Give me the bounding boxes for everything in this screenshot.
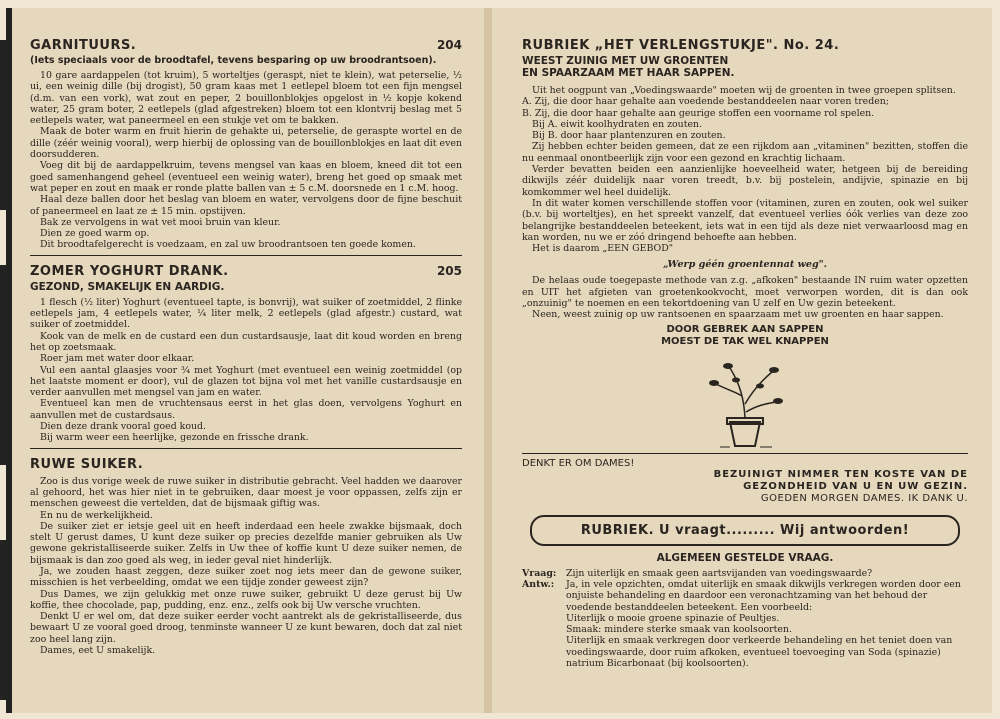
paragraph: 1 flesch (½ liter) Yoghurt (eventueel tapte, is bonvrij), wat suiker of zoetmiddel, 2 flinke eetlepels jam, 4 eetlepels water, ¼ liter melk, 2 eetlepels (glad afgestr.) custard, wat suiker of zoetmiddel. [30,296,462,331]
paragraph: Zoo is dus vorige week de ruwe suiker in distributie gebracht. Veel hadden we daarover al gehoord, het was hier niet in te gebruiken, daar moest je voor oppassen, zelfs zijn er menschen geweest die vertelden, dat de bijsmaak giftig was. [30,475,462,510]
answer-line: Uiterlijk en smaak verkregen door verkeerde behandeling en het teniet doen van voedingswaarde, door ruim afkoken, eventueel toevoeging van Soda (spinazie) natrium Bicarbonaat (bij koolsoorten). [566,635,953,670]
paragraph: In dit water komen verschillende stoffen voor (vitaminen, zuren en zouten, ook wel suiker (b.v. bij worteltjes), en het spreekt vanzelf, dat eventueel verlies óók verlies van deze zoo belangrijke bestanddeelen beteekent, iets wat in een tijd als deze niet verwaarloosd mag en kan worden, nu we er zóó dringend behoefte aan hebben. [522,197,968,243]
section-subtitle: WEEST ZUINIG MET UW GROENTEN [522,55,729,67]
divider [522,453,968,454]
page-fold [484,8,492,713]
paragraph: De helaas oude toegepaste methode van z.g. „afkoken" bestaande IN ruim water opzetten en UIT het afgieten van groetenkookvocht, moet verworpen worden, dit is dan ook „onzuinig" te noemen en een tekortdoening van U zelf en Uw gezin beteekent. [522,275,968,310]
section-subtitle: GEZOND, SMAKELIJK EN AARDIG. [30,280,225,293]
section-205 [30,264,462,444]
list-item: Bij B. door haar plantenzuren en zouten. [532,130,726,142]
section-title: RUBRIEK „HET VERLENGSTUKJE". No. 24. [522,38,840,53]
answer-line: Smaak: mindere sterke smaak van koolsoorten. [566,624,792,636]
paragraph: Roer jam met water door elkaar. [40,353,195,365]
paragraph: Neen, weest zuinig op uw rantsoenen en spaarzaam met uw groenten en haar sappen. [532,309,944,321]
paragraph: Dus Dames, we zijn gelukkig met onze ruwe suiker, gebruikt U deze gerust bij Uw koffie, thee chocolade, pap, pudding, enz. enz., zelfs ook bij Uw versche vruchten. [30,588,462,611]
section-ruwe-suiker [30,457,462,657]
paragraph: En nu de werkelijkheid. [40,509,153,521]
question-text: Zijn uiterlijk en smaak geen aartsvijanden van voedingswaarde? [566,567,873,579]
section-verlengstukje [522,38,968,449]
recipe-number: 205 [436,263,462,278]
paragraph: Uit het oogpunt van „Voedingswaarde" moeten wij de groenten in twee groepen splitsen. [532,85,956,96]
paragraph: Maak de boter warm en fruit hierin de gehakte ui, peterselie, de geraspte wortel en de dille (zéér weinig vooral), werp hierbij de oplossing van de bouillonblokjes en laat dit even doorsudderen. [30,126,462,161]
paragraph: Dit broodtafelgerecht is voedzaam, en zal uw broodrantsoen ten goede komen. [40,239,416,251]
divider [30,448,462,449]
answer-line: Uiterlijk o mooie groene spinazie of Peultjes. [566,612,780,624]
answer-label: Antw.: [522,578,555,590]
paragraph: Ja, we zouden haast zeggen, deze suiker zoet nog iets meer dan de gewone suiker, misschien is het verbeelding, omdat we een tijdje zonder geweest zijn? [30,565,462,589]
section-title: ZOMER YOGHURT DRANK. [30,263,229,279]
paragraph: Bij warm weer een heerlijke, gezonde en frissche drank. [40,432,309,444]
paragraph: Voeg dit bij de aardappelkruim, tevens mengsel van kaas en bloem, kneed dit tot een goed samenhangend geheel (eventueel een weinig water), breng het goed op smaak met wat peper en zout en maak er ronde platte ballen van ± 5 c.M. doorsnede en 1 c.M. hoog. [30,160,462,194]
recipe-number: 204 [436,38,462,52]
paragraph: Haal deze ballen door het beslag van bloem en water, vervolgens door de fijne beschuit of paneermeel en laat ze ± 15 min. opstijven. [30,194,462,217]
paragraph: Bak ze vervolgens in wat vet mooi bruin van kleur. [40,216,281,228]
paragraph: Verder bevatten beiden een aanzienlijke hoeveelheid water, hetgeen bij de bereiding dikwijls zéér duidelijk naar voren treedt, b.v. bij postelein, andijvie, spinazie en bij komkommer wel heel duidelijk. [522,164,968,198]
answer-line: Ja, in vele opzichten, omdat uiterlijk en smaak dikwijls verkregen worden door een onjuiste behandeling en daardoor een veronachtzaming van het behoud der voedende bestanddeelen beteekent. Een voorbeeld: [566,578,961,613]
paragraph: 10 gare aardappelen (tot kruim), 5 worteltjes (geraspt, niet te klein), wat peterselie, ½ ui, een weinig dille (bij drogist), 50 gram kaas met 1 eetlepel bloem tot een fijn mengsel (d.m. van een vork), wat zout en peper, 2 bouillonblokjes opgelost in ½ kopje kokend water, 25 gram boter, 2 eetlepels (glad afgestreken) bloem tot een klontvrij beslag met 5 eetlepels water, wat paneermeel en een stukje vet om te bakken. [30,70,462,127]
divider [30,255,462,256]
greeting-line: GOEDEN MORGEN DAMES. IK DANK U. [760,492,968,504]
paragraph: De suiker ziet er ietsje geel uit en heeft inderdaad een heele zwakke bijsmaak, doch stelt U gerust dames, U kunt deze suiker op precies dezelfde manier gebruiken als Uw gewone gekristalliseerde suiker. Zelfs in Uw thee of koffie kunt U deze suiker nemen, de bijsmaak is dan zoo goed als weg, in ieder geval niet hinderlijk. [30,520,462,566]
paragraph: Vul een aantal glaasjes voor ¾ met Yoghurt (met eventueel een weinig zoetmiddel (op het laatste moment er door), vul de glazen tot bijna vol met het vanille custardsausje en verder aanvullen met mengsel van jam en water. [30,364,462,399]
list-item: A. Zij, die door haar gehalte aan voedende bestanddeelen naar voren treden; [522,96,889,108]
section-title: GARNITUURS. [30,38,137,53]
paragraph: Eventueel kan men de vruchtensaus eerst in het glas doen, vervolgens Yoghurt en aanvullen met de custardsaus. [30,398,462,421]
paragraph: Dien deze drank vooral goed koud. [40,421,207,433]
quote: „Werp géén groentennat weg". [662,259,827,271]
potted-plant-icon [700,354,790,449]
section-title: RUWE SUIKER. [30,456,144,472]
qa-heading: ALGEMEEN GESTELDE VRAAG. [656,551,834,564]
answer-text [566,579,968,669]
list-item: B. Zij, die door haar gehalte aan geurige stoffen een voorname rol spelen. [522,107,875,119]
right-page [492,8,992,713]
slogan-line: GEZONDHEID VAN U EN UW GEZIN. [743,480,968,492]
paragraph: Kook van de melk en de custard een dun custardsausje, laat dit koud worden en breng het op zoetsmaak. [30,330,462,353]
section-subtitle: EN SPAARZAAM MET HAAR SAPPEN. [522,67,735,79]
slogan-line: BEZUINIGT NIMMER TEN KOSTE VAN DE [713,468,968,480]
paragraph: Denkt U er wel om, dat deze suiker eerder vocht aantrekt als de gekristalliseerde, dus bewaart U ze vooral goed droog, tenminste wanneer U ze kunt bewaren, doch dat zal niet zoo heel lang zijn. [30,611,462,645]
paragraph: Dien ze goed warm op. [40,228,150,240]
section-204 [30,38,462,251]
question-row [522,568,968,579]
rubriek-vraagt-banner: RUBRIEK. U vraagt......... Wij antwoorden! [530,515,960,546]
left-page [6,8,484,713]
list-item: Bij A. eiwit koolhydraten en zouten. [532,118,703,130]
paragraph: Het is daarom „EEN GEBOD" [532,243,674,255]
motto: DOOR GEBREK AAN SAPPEN [666,323,824,335]
motto: MOEST DE TAK WEL KNAPPEN [661,335,829,347]
paragraph: Dames, eet U smakelijk. [40,645,156,657]
paragraph: Zij hebben echter beiden gemeen, dat ze een rijkdom aan „vitaminen" bezitten, stoffen die nu eenmaal onontbeerlijk zijn voor een gezond en krachtig lichaam. [522,141,968,164]
question-label: Vraag: [522,567,557,579]
answer-row [522,579,968,669]
section-subtitle: (Iets speciaals voor de broodtafel, tevens besparing op uw broodrantsoen). [30,55,437,66]
reminder-text: DENKT ER OM DAMES! [522,457,635,469]
